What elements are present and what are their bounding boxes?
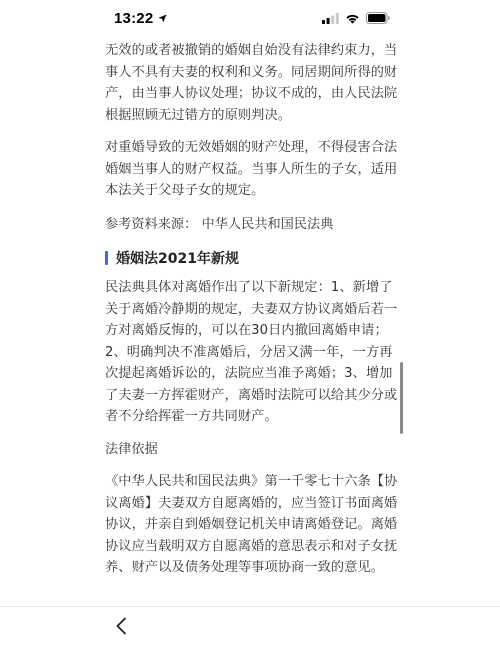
scrollbar-thumb[interactable] (400, 362, 403, 434)
legal-basis-label: 法律依据 (105, 441, 158, 457)
paragraph-new-rules: 民法典具体对离婚作出了以下新规定：1、新增了关于离婚冷静期的规定，夫妻双方协议离婚后若一方对离婚反悔的，可以在30日内撤回离婚申请；2、明确判决不准离婚后，分居又满一年，一方再次提起离婚诉讼的，法院应当准予离婚；3、增加了夫妻一方挥霍财产，离婚时法院可以给其少分或者不分给挥霍一方共同财产。 (105, 280, 398, 424)
status-time: 13:22 (114, 9, 154, 27)
paragraph-bigamy-property: 对重婚导致的无效婚姻的财产处理，不得侵害合法婚姻当事人的财产权益。当事人所生的子女，适用本法关于父母子女的规定。 (105, 140, 398, 198)
battery-icon (366, 12, 390, 24)
reference-source: 参考资料来源： 中华人民共和国民法典 (105, 216, 334, 232)
location-arrow-icon (158, 14, 167, 23)
back-button[interactable] (110, 615, 132, 637)
paragraph-invalid-marriage: 无效的或者被撤销的婚姻自始没有法律约束力，当事人不具有夫妻的权利和义务。同居期间所得的财产，由当事人协议处理；协议不成的，由人民法院根据照顾无过错方的原则判决。 (105, 43, 398, 123)
article-content (105, 40, 405, 579)
section-heading (105, 247, 405, 269)
chevron-left-icon (115, 617, 127, 635)
cellular-signal-icon (322, 13, 339, 24)
status-icons (322, 12, 472, 24)
status-bar (0, 0, 500, 36)
section-heading-text: 婚姻法2021年新规 (116, 251, 239, 267)
heading-accent-bar (105, 251, 108, 265)
paragraph-civil-code-article: 《中华人民共和国民法典》第一千零七十六条【协议离婚】夫妻双方自愿离婚的，应当签订书面离婚协议，并亲自到婚姻登记机关申请离婚登记。离婚协议应当载明双方自愿离婚的意思表示和对子女抚养、财产以及债务处理等事项协商一致的意见。 (105, 474, 398, 575)
bottom-toolbar (0, 606, 500, 644)
wifi-icon (345, 13, 360, 24)
